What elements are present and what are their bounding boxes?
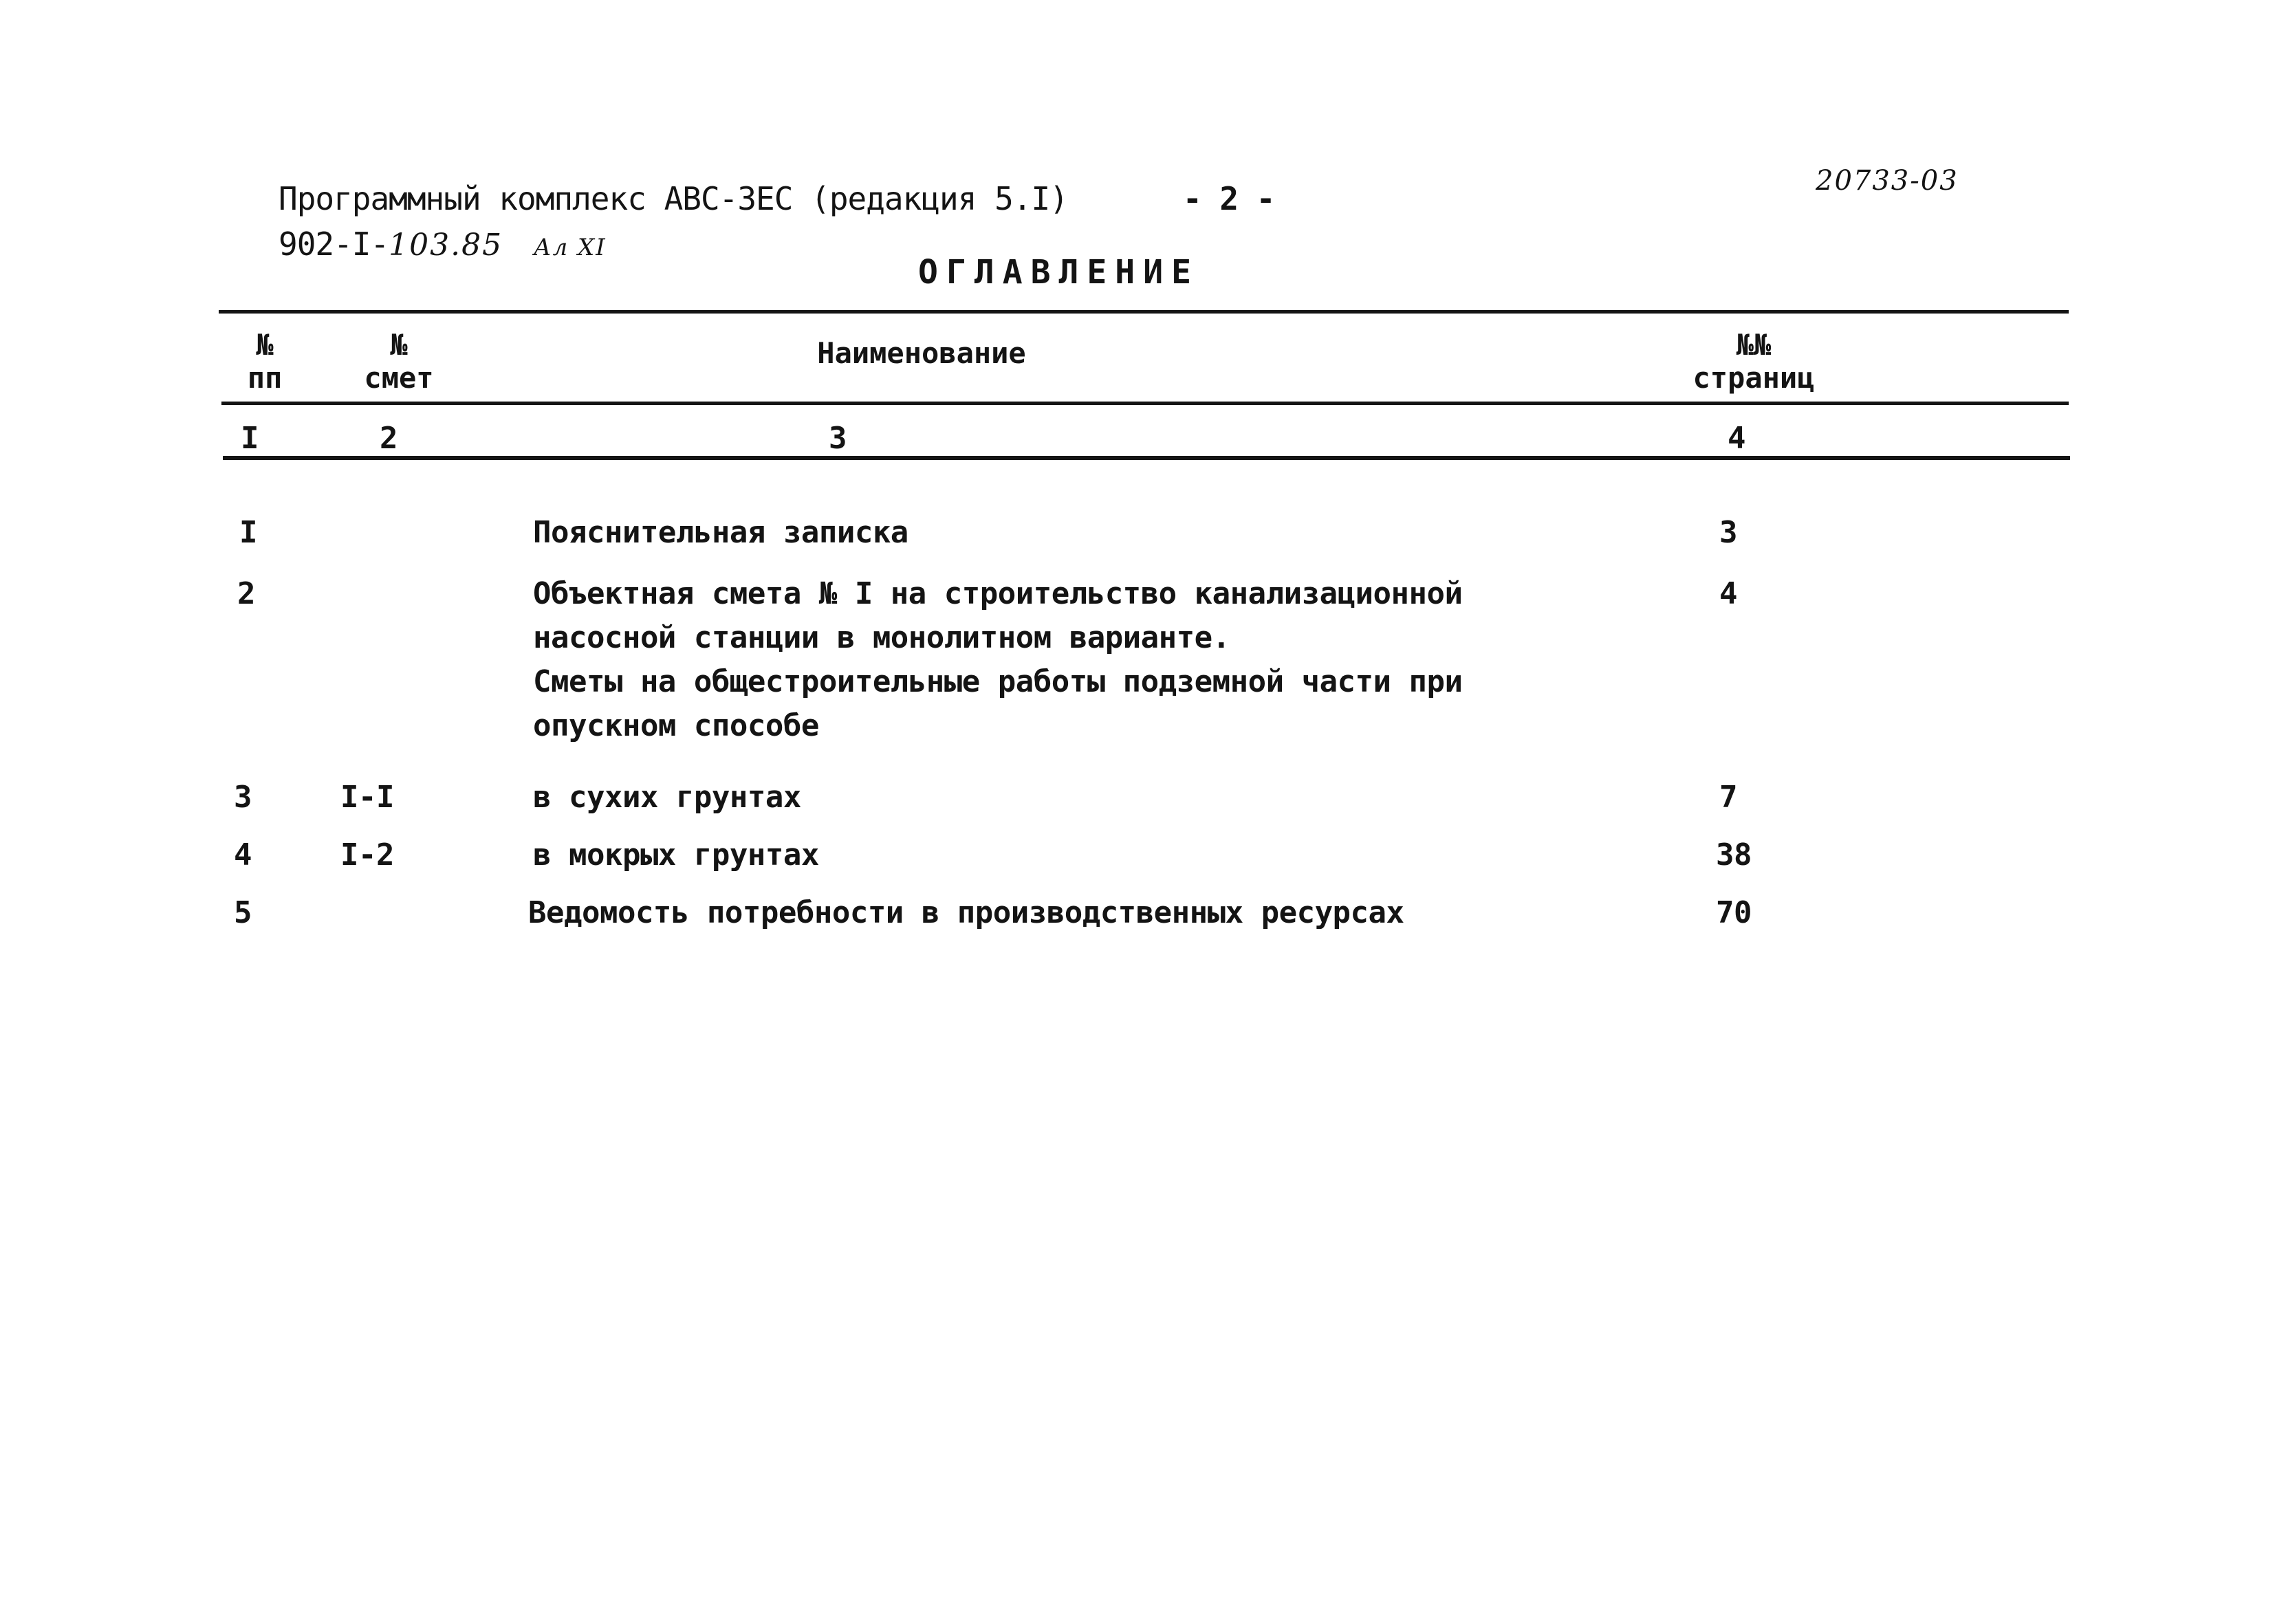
row-name-line: Пояснительная записка — [533, 515, 908, 550]
col-header-smeta-label: смет — [364, 361, 434, 395]
col-header-pp — [237, 329, 292, 395]
col-header-smeta-symbol: № — [390, 328, 408, 362]
page-number: - 2 - — [1183, 180, 1275, 217]
row-page: 7 — [1719, 780, 1737, 815]
col-header-name-label: Наименование — [817, 336, 1026, 370]
doc-code-printed: 902-I- — [279, 226, 389, 263]
column-number-1: I — [241, 421, 259, 456]
col-header-name — [743, 337, 1100, 370]
column-number-4: 4 — [1728, 421, 1746, 456]
col-header-pages-symbol: №№ — [1736, 328, 1772, 362]
row-smeta: I-2 — [340, 837, 394, 873]
table-top-rule — [219, 310, 2069, 314]
col-header-pages — [1671, 329, 1836, 395]
col-header-pp-symbol: № — [256, 328, 274, 362]
row-name-line: в мокрых грунтах — [533, 837, 819, 873]
col-header-smeta — [358, 329, 440, 395]
column-numbers-rule — [223, 456, 2070, 460]
row-name-line: Сметы на общестроительные работы подземной части при — [533, 664, 1463, 699]
table-row — [0, 572, 2275, 748]
row-name-line: опускном способе — [533, 708, 819, 743]
row-smeta: I-I — [340, 780, 394, 815]
row-page: 38 — [1716, 837, 1752, 873]
doc-code — [279, 226, 607, 263]
table-row — [0, 833, 2275, 877]
row-name-line: насосной станции в монолитном варианте. — [533, 620, 1230, 655]
album-handwritten: Ал XI — [533, 234, 607, 261]
table-row — [0, 776, 2275, 820]
row-pp: 3 — [234, 780, 252, 815]
doc-code-handwritten: 103.85 — [389, 228, 503, 263]
row-page: 3 — [1719, 515, 1737, 550]
table-row — [0, 891, 2275, 935]
program-title: Программный комплекс АВС-ЗЕС (редакция 5.I) — [279, 180, 1068, 217]
column-number-2: 2 — [380, 421, 398, 456]
row-page: 4 — [1719, 576, 1737, 611]
corner-stamp: 20733-03 — [1816, 165, 1959, 197]
page-title: ОГЛАВЛЕНИЕ — [918, 253, 1199, 292]
header-bottom-rule — [221, 402, 2069, 405]
row-pp: 5 — [234, 895, 252, 930]
row-pp: 2 — [237, 576, 255, 611]
row-name-line: в сухих грунтах — [533, 780, 801, 815]
col-header-pages-label: страниц — [1692, 361, 1815, 395]
col-header-pp-label: пп — [247, 361, 283, 395]
column-number-3: 3 — [829, 421, 847, 456]
row-page: 70 — [1716, 895, 1752, 930]
row-name-line: Ведомость потребности в производственных ресурсах — [528, 895, 1404, 930]
row-pp: 4 — [234, 837, 252, 873]
table-row — [0, 511, 2275, 555]
row-name-line: Объектная смета № I на строительство канализационной — [533, 576, 1463, 611]
row-pp: I — [239, 515, 257, 550]
